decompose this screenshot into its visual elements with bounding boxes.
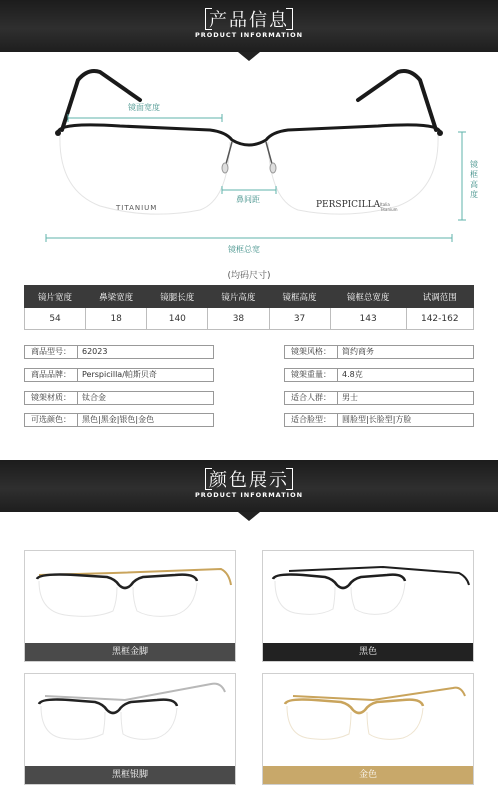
info-value: Perspicilla/帕斯贝奇 <box>78 368 214 382</box>
info-label: 镜架重量： <box>284 368 338 382</box>
spec-value-bridge: 18 <box>86 308 147 330</box>
info-label: 可选颜色： <box>24 413 78 427</box>
color-caption: 黑框金脚 <box>25 643 235 661</box>
glasses-drawing <box>0 60 498 270</box>
section-subtitle: PRODUCT INFORMATION <box>194 31 304 39</box>
header-notch <box>238 512 260 521</box>
section-title: 颜色展示 <box>209 470 289 491</box>
info-value: 62023 <box>78 345 214 359</box>
spec-header-fit-range: 试调范围 <box>406 286 473 308</box>
spec-header-lens-height: 镜片高度 <box>208 286 269 308</box>
info-value: 圆脸型|长脸型|方脸 <box>338 413 474 427</box>
glasses-dimension-diagram <box>0 60 498 270</box>
section-subtitle: PRODUCT INFORMATION <box>194 491 304 499</box>
total-width-label: 镜框总宽 <box>228 245 260 254</box>
info-value: 简约商务 <box>338 345 474 359</box>
lens-width-label: 镜面宽度 <box>128 103 160 112</box>
brand-engraving: PERSPICILLA <box>316 200 381 210</box>
spec-value-temple: 140 <box>147 308 208 330</box>
color-card-black-silver[interactable] <box>24 673 236 785</box>
info-weight <box>284 368 474 382</box>
spec-value-lens-width: 54 <box>25 308 86 330</box>
color-card-gold[interactable] <box>262 673 474 785</box>
glasses-photo <box>25 674 235 766</box>
info-value: 男士 <box>338 391 474 405</box>
spec-value-row <box>25 308 474 330</box>
color-display-header <box>0 460 498 512</box>
info-style <box>284 345 474 359</box>
glasses-photo <box>263 674 473 766</box>
frame-height-label: 镜框高度 <box>470 160 478 199</box>
spec-header-lens-width: 镜片宽度 <box>25 286 86 308</box>
info-face-shape <box>284 413 474 427</box>
brand-engraving-small: Italia Titanium <box>380 202 398 212</box>
glasses-photo <box>263 551 473 643</box>
info-label: 适合人群： <box>284 391 338 405</box>
info-brand <box>24 368 214 382</box>
spec-value-frame-height: 37 <box>269 308 330 330</box>
spec-value-lens-height: 38 <box>208 308 269 330</box>
info-label: 镜架风格： <box>284 345 338 359</box>
section-title: 产品信息 <box>209 10 289 31</box>
info-label: 镜架材质： <box>24 391 78 405</box>
spec-value-fit-range: 142-162 <box>406 308 473 330</box>
info-value: 黑色|黑金|银色|金色 <box>78 413 214 427</box>
info-model <box>24 345 214 359</box>
titanium-engraving: TITANIUM <box>116 204 158 212</box>
bridge-width-label: 鼻间距 <box>236 195 260 204</box>
spec-header-row <box>25 286 474 308</box>
color-caption: 黑色 <box>263 643 473 661</box>
info-colors <box>24 413 214 427</box>
spec-table <box>24 285 474 330</box>
spec-value-total-width: 143 <box>330 308 406 330</box>
info-value: 4.8克 <box>338 368 474 382</box>
spec-header-bridge: 鼻梁宽度 <box>86 286 147 308</box>
info-label: 适合脸型： <box>284 413 338 427</box>
info-label: 商品型号： <box>24 345 78 359</box>
info-material <box>24 391 214 405</box>
color-caption: 金色 <box>263 766 473 784</box>
color-card-black-gold[interactable] <box>24 550 236 662</box>
info-label: 商品品牌： <box>24 368 78 382</box>
color-caption: 黑框银脚 <box>25 766 235 784</box>
spec-header-temple: 镜腿长度 <box>147 286 208 308</box>
spec-header-total-width: 镜框总宽度 <box>330 286 406 308</box>
size-note: (均码尺寸) <box>227 271 271 281</box>
color-card-black[interactable] <box>262 550 474 662</box>
product-info-header <box>0 0 498 52</box>
glasses-photo <box>25 551 235 643</box>
spec-header-frame-height: 镜框高度 <box>269 286 330 308</box>
info-audience <box>284 391 474 405</box>
info-value: 钛合金 <box>78 391 214 405</box>
